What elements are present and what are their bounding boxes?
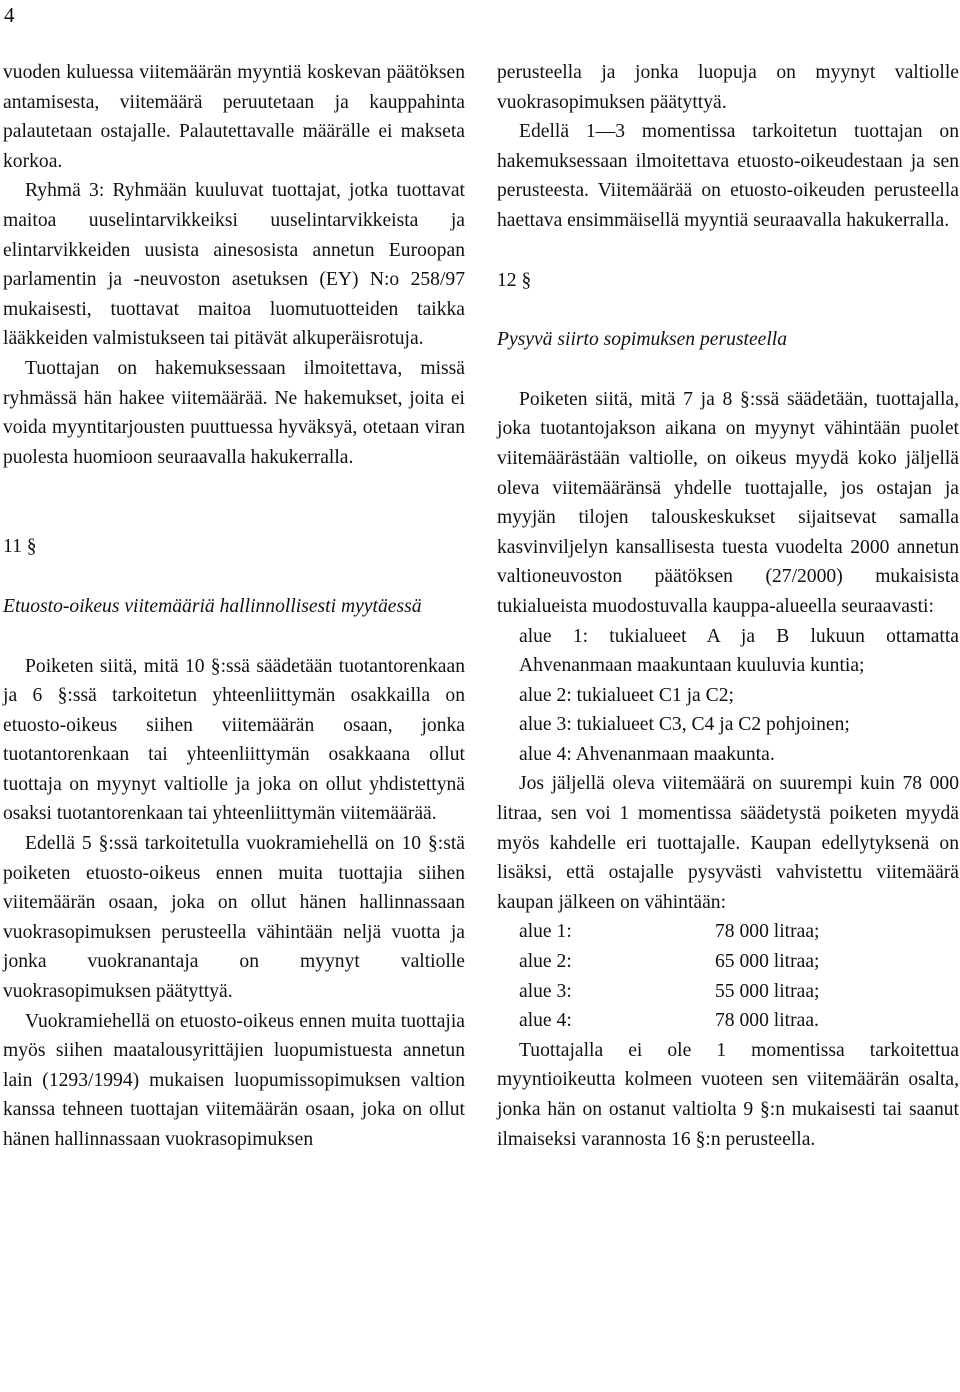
paragraph: Jos jäljellä oleva viitemäärä on suurempi kuin 78 000 litraa, sen voi 1 momentissa säädetystä poiketen myydä myös kahdelle eri tuottajalle. Kaupan edellytyksenä on lisäksi, että ostajalle pysyvästi vahvistettu viitemäärä kaupan jälkeen on vähintään: bbox=[497, 773, 959, 913]
limit-row bbox=[497, 917, 959, 947]
page-number: 4 bbox=[4, 3, 15, 27]
limit-amount: 55 000 litraa; bbox=[715, 980, 820, 1002]
section-number: 11 § bbox=[3, 536, 37, 558]
limit-area: alue 1: bbox=[519, 921, 572, 943]
limit-area: alue 2: bbox=[519, 951, 572, 973]
limit-row bbox=[497, 1006, 959, 1036]
area-item: alue 3: tukialueet C3, C4 ja C2 pohjoinen; bbox=[519, 714, 850, 736]
paragraph: Tuottajan on hakemuksessaan ilmoitettava, missä ryhmässä hän hakee viitemäärää. Ne hakemukset, joita ei voida myyntitarjousten puuttuessa hyväksyä, otetaan viran puolesta huomioon seuraavalla hakukerralla. bbox=[3, 357, 465, 468]
area-item: alue 2: tukialueet C1 ja C2; bbox=[519, 684, 734, 706]
limit-row bbox=[497, 947, 959, 977]
limit-amount: 78 000 litraa. bbox=[715, 1010, 819, 1032]
paragraph: Poiketen siitä, mitä 10 §:ssä säädetään tuotantorenkaan ja 6 §:ssä tarkoitetun yhteenliittymän osakkailla on etuosto-oikeus siihen viitemäärän osaan, jonka tuotantorenkaan tai yhteenliittymän osakkaana ollut tuottaja on myynyt valtiolle ja joka on ollut yhdistettynä osaksi tuotantorenkaan tai yhteenliittymän viitemäärää. bbox=[3, 655, 465, 825]
section-title: Etuosto-oikeus viitemääriä hallinnollisesti myytäessä bbox=[3, 595, 422, 617]
paragraph: Edellä 5 §:ssä tarkoitetulla vuokramiehellä on 10 §:stä poiketen etuosto-oikeus ennen muita tuottajia siihen viitemäärän osaan, joka on ollut hänen hallinnassaan vuokrasopimuksen perusteella vähintään neljä vuotta ja jonka vuokranantaja on myynyt valtiolle vuokrasopimuksen päätyttyä. bbox=[3, 833, 465, 1003]
limit-area: alue 3: bbox=[519, 980, 572, 1002]
limit-amount: 78 000 litraa; bbox=[715, 921, 820, 943]
limit-amount: 65 000 litraa; bbox=[715, 951, 820, 973]
limit-row bbox=[497, 977, 959, 1007]
paragraph: Poiketen siitä, mitä 7 ja 8 §:ssä säädetään, tuottajalla, joka tuotantojakson aikana on myynyt vähintään puolet viitemäärästään valtiolle, on oikeus myydä koko jäljellä oleva viitemääränsä yhdelle tuottajalle, jos ostajan ja myyjän tilojen talouskeskukset sijaitsevat samalla kasvinviljelyn kansallisesta tuesta vuodelta 2000 annetun valtioneuvoston päätöksen (27/2000) mukaisista tukialueista muodostuvalla kauppa-alueella seuraavasti: bbox=[497, 388, 959, 617]
paragraph: perusteella ja jonka luopuja on myynyt valtiolle vuokrasopimuksen päätyttyä. bbox=[497, 62, 959, 113]
paragraph: vuoden kuluessa viitemäärän myyntiä koskevan päätöksen antamisesta, viitemäärä peruutetaan ja kauppahinta palautetaan ostajalle. Palautettavalle määrälle ei makseta korkoa. bbox=[3, 62, 465, 172]
area-item: alue 1: tukialueet A ja B lukuun ottamatta Ahvenanmaan maakuntaan kuuluvia kuntia; bbox=[519, 625, 959, 677]
paragraph: Ryhmä 3: Ryhmään kuuluvat tuottajat, jotka tuottavat maitoa uuselintarvikkeiksi uuselintarvikkeista ja elintarvikkeiden uusista ainesosista annetun Euroopan parlamentin ja -neuvoston asetuksen (EY) N:o 258/97 mukaisesti, tuottavat maitoa luomutuotteiden taikka lääkkeiden valmistukseen tai pitävät alkuperäisrotuja. bbox=[3, 180, 465, 350]
limit-area: alue 4: bbox=[519, 1010, 572, 1032]
paragraph: Edellä 1—3 momentissa tarkoitetun tuottajan on hakemuksessaan ilmoitettava etuosto-oikeudestaan ja sen perusteesta. Viitemäärää on etuosto-oikeuden perusteella haettava ensimmäisellä myyntiä seuraavalla hakukerralla. bbox=[497, 121, 959, 231]
paragraph: Tuottajalla ei ole 1 momentissa tarkoitettua myyntioikeutta kolmeen vuoteen sen viitemäärän osalta, jonka hän on ostanut valtiolta 9 §:n mukaisesti tai saanut ilmaiseksi varannosta 16 §:n perusteella. bbox=[497, 1039, 959, 1150]
section-number: 12 § bbox=[497, 269, 532, 291]
area-item: alue 4: Ahvenanmaan maakunta. bbox=[519, 743, 775, 765]
section-title: Pysyvä siirto sopimuksen perusteella bbox=[497, 329, 788, 351]
right-column bbox=[497, 58, 959, 1154]
paragraph: Vuokramiehellä on etuosto-oikeus ennen muita tuottajia myös siihen maatalousyrittäjien luopumistuesta annetun lain (1293/1994) mukaisen luopumissopimuksen valtion kanssa tehneen tuottajan viitemäärän osaan, joka on ollut hänen hallinnassaan vuokrasopimuksen bbox=[3, 1010, 465, 1150]
left-column bbox=[3, 58, 465, 1155]
